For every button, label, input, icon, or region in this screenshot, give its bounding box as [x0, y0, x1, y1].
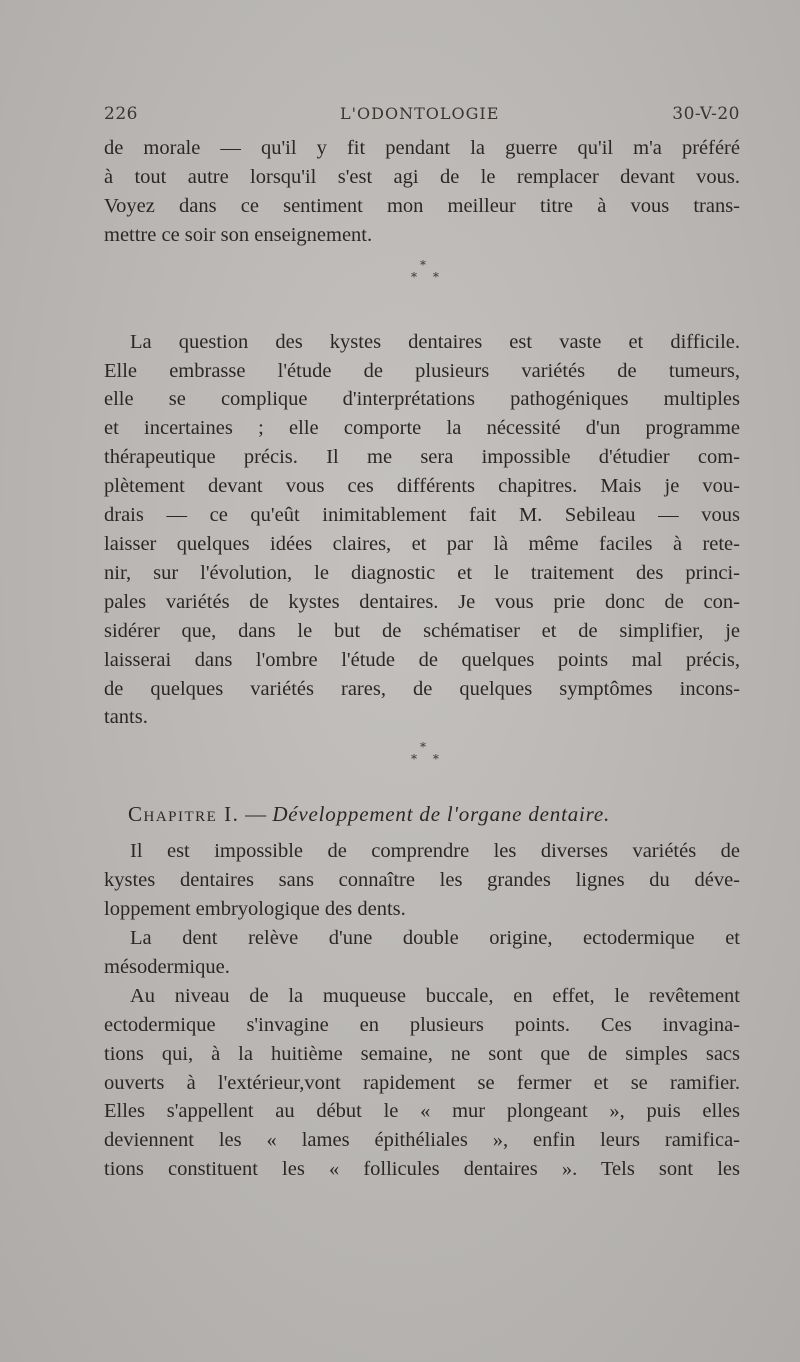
page-number: 226 — [104, 104, 138, 124]
text-line: nir, sur l'évolution, le diagnostic et le traitement des princi- — [104, 561, 740, 584]
text-line: loppement embryologique des dents. — [104, 898, 406, 921]
text-line: Il est impossible de comprendre les diverses variétés de — [130, 840, 740, 863]
chapter-label: Chapitre I. — [128, 802, 240, 827]
paragraph-1 — [104, 134, 740, 250]
text-line: de quelques variétés rares, de quelques symptômes incons- — [104, 677, 740, 700]
asterism-separator-1 — [104, 250, 740, 340]
text-line: thérapeutique précis. Il me sera impossible d'étudier com- — [104, 446, 740, 469]
paragraph-4 — [104, 924, 740, 982]
paragraph-5 — [104, 982, 740, 1184]
text-line: La question des kystes dentaires est vaste et difficile. — [130, 330, 740, 353]
text-line: à tout autre lorsqu'il s'est agi de le remplacer devant vous. — [104, 165, 740, 188]
paragraph-2 — [104, 328, 740, 733]
text-line: tants. — [104, 706, 148, 729]
paragraph-3 — [104, 837, 740, 924]
text-line: pales variétés de kystes dentaires. Je vous prie donc de con- — [104, 590, 740, 613]
text-line: Elles s'appellent au début le « mur plongeant », puis elles — [104, 1100, 740, 1123]
text-line: ouverts à l'extérieur,vont rapidement se fermer et se ramifier. — [104, 1071, 740, 1094]
text-line: mésodermique. — [104, 955, 230, 978]
issue-date: 30-V-20 — [672, 104, 740, 124]
chapter-dash: — — [245, 802, 267, 827]
asterism-bottom: * * — [411, 269, 445, 284]
text-line: Elle embrasse l'étude de plusieurs variétés de tumeurs, — [104, 359, 740, 382]
chapter-title: Développement de l'organe dentaire. — [272, 802, 611, 827]
asterism-top: * — [420, 257, 426, 272]
asterism-top: * — [420, 740, 426, 755]
text-line: Voyez dans ce sentiment mon meilleur titre à vous trans- — [104, 194, 740, 217]
text-line: laisser quelques idées claires, et par là même faciles à rete- — [104, 532, 740, 555]
text-line: La dent relève d'une double origine, ectodermique et — [130, 927, 740, 950]
text-line: drais — ce qu'eût inimitablement fait M. Sebileau — vous — [104, 504, 740, 527]
text-line: de morale — qu'il y fit pendant la guerre qu'il m'a préféré — [104, 137, 740, 159]
text-line: deviennent les « lames épithéliales », enfin leurs ramifica- — [104, 1129, 740, 1152]
text-line: plètement devant vous ces différents chapitres. Mais je vou- — [104, 475, 740, 498]
text-line: tions constituent les « follicules dentaires ». Tels sont les — [104, 1158, 740, 1181]
text-line: ectodermique s'invagine en plusieurs points. Ces invagina- — [104, 1013, 740, 1036]
asterism-bottom: * * — [411, 752, 445, 767]
running-head — [104, 100, 740, 134]
text-line: laisserai dans l'ombre l'étude de quelques points mal précis, — [104, 648, 740, 671]
text-line: et incertaines ; elle comporte la nécessité d'un programme — [104, 417, 740, 440]
text-line: tions qui, à la huitième semaine, ne sont que de simples sacs — [104, 1042, 740, 1065]
text-line: kystes dentaires sans connaître les grandes lignes du déve- — [104, 869, 740, 892]
text-line: elle se complique d'interprétations pathogéniques multiples — [104, 388, 740, 411]
page — [104, 100, 740, 1184]
text-line: Au niveau de la muqueuse buccale, en effet, le revêtement — [130, 984, 740, 1007]
text-line: sidérer que, dans le but de schématiser et de simplifier, je — [104, 619, 740, 642]
journal-title: L'ODONTOLOGIE — [340, 104, 500, 123]
asterism-separator-2 — [104, 732, 740, 822]
text-line: mettre ce soir son enseignement. — [104, 223, 373, 246]
